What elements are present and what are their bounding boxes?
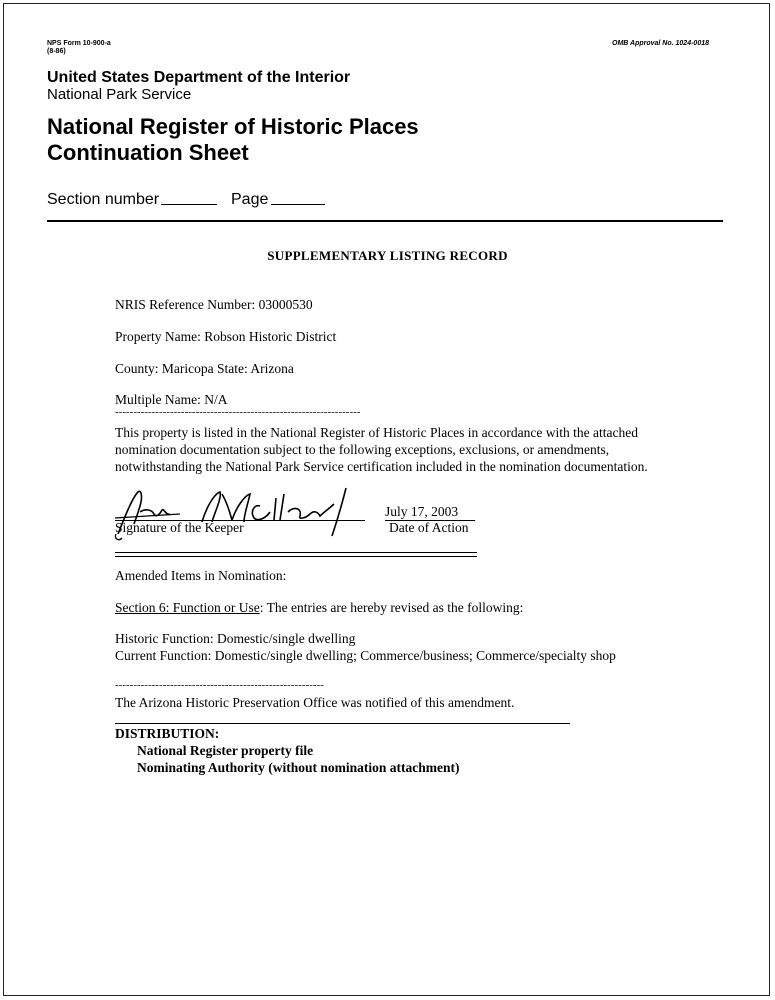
header-divider [47,220,723,222]
department-name: United States Department of the Interior [47,69,351,86]
form-date: (8-86) [47,48,66,55]
date-caption: Date of Action [389,520,469,535]
action-date: July 17, 2003 [385,504,459,519]
county-state: County: Maricopa State: Arizona [115,361,294,376]
property-name: Property Name: Robson Historic District [115,329,337,344]
current-function: Current Function: Domestic/single dwelling; Commerce/business; Commerce/specialty shop [115,648,616,663]
section-number-label: Section number [47,191,160,208]
historic-function: Historic Function: Domestic/single dwelling [115,631,356,646]
section6-line [115,599,523,616]
signature-caption: Signature of the Keeper [115,520,244,535]
omb-approval: OMB Approval No. 1024-0018 [612,40,709,47]
double-divider [115,552,477,557]
section6-label: Section 6: Function or Use [115,600,260,615]
form-number: NPS Form 10-900-a [47,40,111,47]
notification-statement: The Arizona Historic Preservation Office was notified of this amendment. [115,695,515,710]
page-subtitle: Continuation Sheet [47,140,249,165]
listing-statement: This property is listed in the National Register of Historic Places in accordance with the attached nomination documentation subject to the following exceptions, exclusions, or amendments, notwithstanding the National Park Service certification included in the nomination documentation. [115,425,648,474]
distribution-label: DISTRIBUTION: [115,726,220,741]
section6-text: : The entries are hereby revised as the following: [259,600,524,615]
page-number-blank [271,204,325,205]
page-title: National Register of Historic Places [47,114,419,139]
nris-reference: NRIS Reference Number: 03000530 [115,297,313,312]
amended-items-label: Amended Items in Nomination: [115,568,287,583]
multiple-name: Multiple Name: N/A [115,392,228,407]
form-id [47,40,111,56]
dash-separator-2: --------------------------------------------------------- [115,679,324,691]
distribution-divider [115,723,570,724]
dash-separator: ------------------------------------------------------------------- [115,406,361,418]
page-label: Page [231,191,269,208]
distribution-item: National Register property file [137,743,314,758]
distribution-item: Nominating Authority (without nomination attachment) [137,760,460,775]
record-heading: SUPPLEMENTARY LISTING RECORD [267,248,508,263]
section-number-blank [161,204,217,205]
agency-name: National Park Service [47,86,192,103]
